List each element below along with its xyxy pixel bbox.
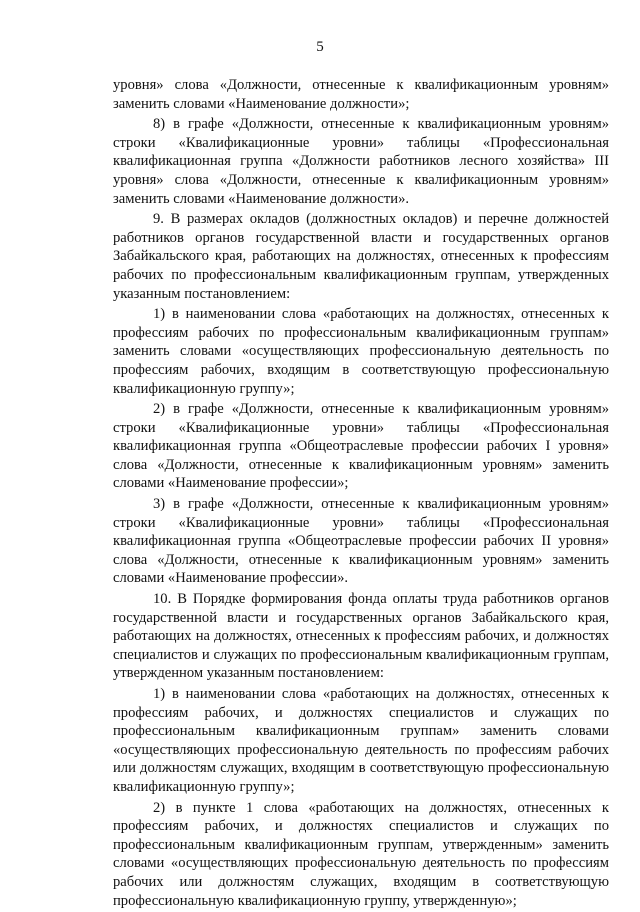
paragraph: 10. В Порядке формирования фонда оплаты труда работников органов государственной власти и государственных органов Забайкальского края, работающих на должностях, отнесенных к профессиям рабочих, и должностях специалистов и служащих по профессиональным квалификационным группам, утвержденном указанным постановлением: bbox=[113, 591, 609, 682]
page-number: 5 bbox=[316, 39, 324, 55]
paragraph: 2) в пункте 1 слова «работающих на должностях, отнесенных к профессиям рабочих, и должностях специалистов и служащих по профессиональным квалификационным группам, утвержденным» заменить словами «осуществляющих профессиональную деятельность по профессиям рабочих или должностям служащих, входящим в соответствующую профессиональную квалификационную группу, утвержденную»; bbox=[113, 799, 609, 909]
paragraph: 9. В размерах окладов (должностных окладов) и перечне должностей работников органов государственной власти и государственных органов Забайкальского края, работающих на должностях, отнесенных к профессиям рабочих по профессиональным квалификационным группам, утвержденных указанным постановлением: bbox=[113, 211, 609, 302]
paragraph: 1) в наименовании слова «работающих на должностях, отнесенных к профессиям рабочих, и должностях специалистов и служащих по профессиональным квалификационным группам» заменить словами «осуществляющих профессиональную деятельность по профессиям рабочих или должностям служащих, входящим в соответствующую профессиональную квалификационную группу»; bbox=[113, 686, 609, 795]
paragraph: 1) в наименовании слова «работающих на должностях, отнесенных к профессиям рабочих по профессиональным квалификационным группам» заменить словами «осуществляющих профессиональную деятельность по профессиям рабочих, входящим в соответствующую профессиональную квалификационную группу»; bbox=[113, 306, 609, 397]
paragraph: уровня» слова «Должности, отнесенные к квалификационным уровням» заменить словами «Наименование должности»; bbox=[113, 77, 609, 112]
paragraph: 2) в графе «Должности, отнесенные к квалификационным уровням» строки «Квалификационные уровни» таблицы «Профессиональная квалификационная группа «Общеотраслевые профессии рабочих I уровня» слова «Должности, отнесенные к квалификационным уровням» заменить словами «Наименование профессии»; bbox=[113, 401, 609, 492]
paragraph: 8) в графе «Должности, отнесенные к квалификационным уровням» строки «Квалификационные уровни» таблицы «Профессиональная квалификационная группа «Должности работников лесного хозяйства» III уровня» слова «Должности, отнесенные к квалификационным уровням» заменить словами «Наименование должности». bbox=[113, 116, 609, 207]
document-body bbox=[113, 76, 609, 912]
paragraph: 3) в графе «Должности, отнесенные к квалификационным уровням» строки «Квалификационные уровни» таблицы «Профессиональная квалификационная группа «Общеотраслевые профессии рабочих II уровня» слова «Должности, отнесенные к квалификационным уровням» заменить словами «Наименование профессии». bbox=[113, 496, 609, 587]
